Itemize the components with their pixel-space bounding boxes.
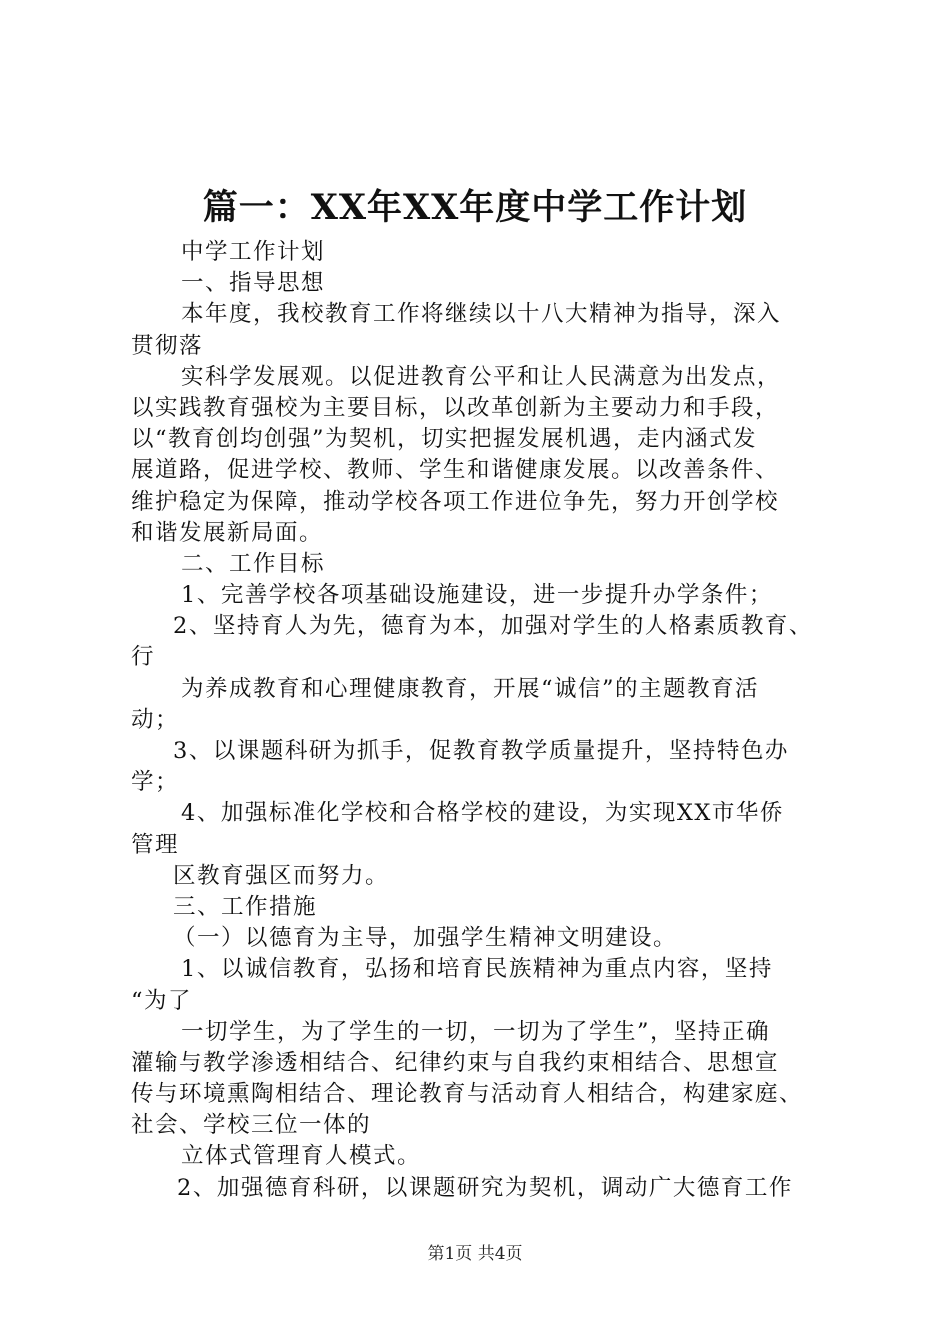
body-line: 中学工作计划 [181,239,326,265]
body-line: 行 [131,644,156,671]
body-line: 和谐发展新局面。 [131,519,324,546]
body-line: 传与环境熏陶相结合、理论教育与活动育人相结合，构建家庭、 [131,1081,804,1108]
body-line: 灌输与教学渗透相结合、纪律约束与自我约束相结合、思想宣 [131,1049,780,1076]
body-line: 以实践教育强校为主要目标，以改革创新为主要动力和手段， [131,394,780,421]
list-item: 1、以诚信教育，弘扬和培育民族精神为重点内容，坚持 [181,956,773,983]
list-item: 1、完善学校各项基础设施建设，进一步提升办学条件； [181,582,773,609]
body-line: 社会、学校三位一体的 [131,1112,372,1139]
document-title: 篇一：XX年XX年度中学工作计划 [202,187,748,228]
body-line: 动； [131,706,180,733]
body-line: 为养成教育和心理健康教育，开展“诚信”的主题教育活 [181,675,760,702]
body-line: 实科学发展观。以促进教育公平和让人民满意为出发点， [181,363,782,390]
body-line: 区教育强区而努力。 [173,862,390,889]
body-line: 管理 [131,831,180,858]
list-item: 4、加强标准化学校和合格学校的建设，为实现XX市华侨 [181,800,784,827]
body-line: 贯彻落 [131,332,204,359]
body-line: 一切学生，为了学生的一切，一切为了学生”，坚持正确 [181,1018,771,1045]
body-line: “为了 [131,987,193,1014]
section-heading: 一、指导思想 [181,270,326,297]
body-line: 学； [131,769,180,796]
body-line: 本年度，我校教育工作将继续以十八大精神为指导，深入 [181,301,782,328]
document-body [131,237,851,1204]
page-number: 第1页 共4页 [427,1244,523,1264]
list-item: 3、以课题科研为抓手，促教育教学质量提升，坚持特色办 [173,738,789,764]
section-heading: 三、工作措施 [173,893,318,920]
body-line: 维护稳定为保障，推动学校各项工作进位争先，努力开创学校 [131,488,780,515]
body-line: 展道路，促进学校、教师、学生和谐健康发展。以改善条件、 [131,457,780,484]
section-heading: 二、工作目标 [181,550,326,577]
body-line: 立体式管理育人模式。 [181,1143,422,1170]
body-line: 以“教育创均创强”为契机，切实把握发展机遇，走内涵式发 [131,426,758,453]
list-item: 2、加强德育科研，以课题研究为契机，调动广大德育工作 [177,1174,793,1201]
subsection-heading: （一）以德育为主导，加强学生精神文明建设。 [173,925,678,952]
list-item: 2、坚持育人为先，德育为本，加强对学生的人格素质教育、 [173,613,813,640]
